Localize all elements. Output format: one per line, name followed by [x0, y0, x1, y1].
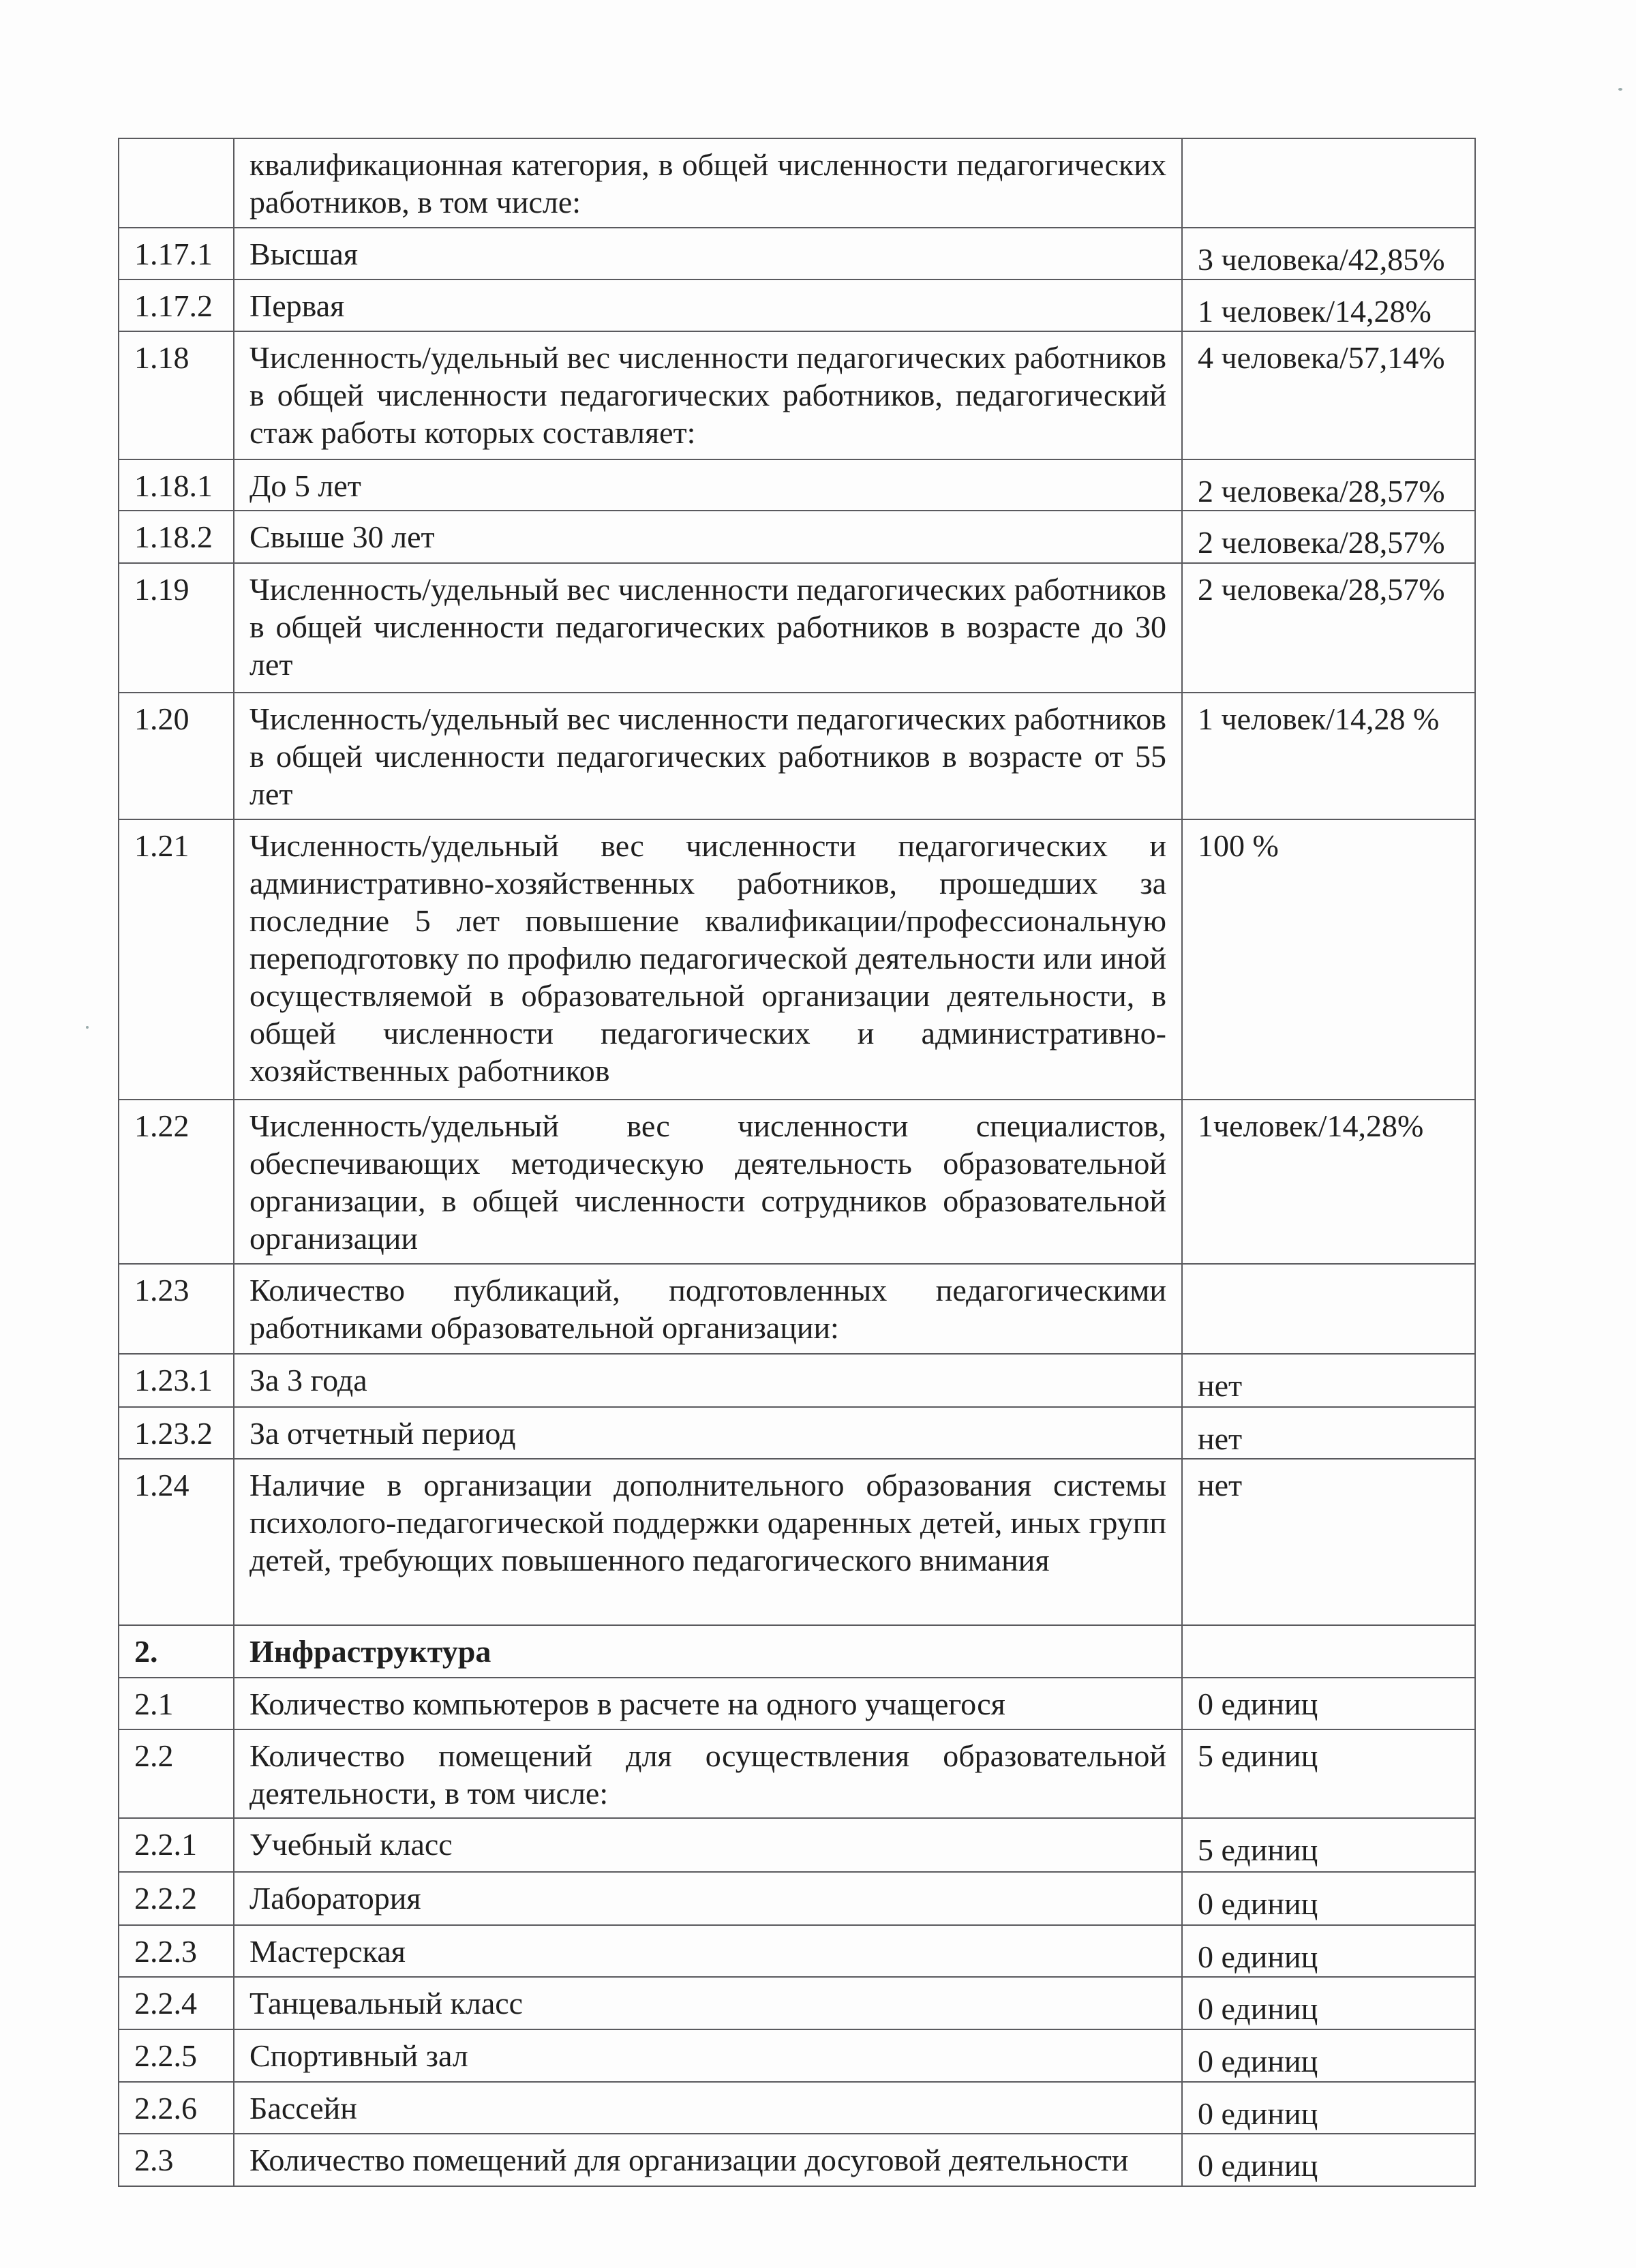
- row-number: 2.2.2: [119, 1872, 234, 1925]
- row-value: [1182, 138, 1475, 228]
- row-indicator-text: До 5 лет: [234, 459, 1182, 511]
- row-number: 1.18.1: [119, 459, 234, 511]
- table-row: [119, 1100, 1475, 1264]
- row-indicator-text: Высшая: [234, 228, 1182, 279]
- row-number: 1.19: [119, 563, 234, 693]
- row-value: 1человек/14,28%: [1182, 1100, 1475, 1264]
- row-value: нет: [1182, 1354, 1475, 1407]
- row-number: 2.2.4: [119, 1977, 234, 2029]
- row-value: 2 человека/28,57%: [1182, 511, 1475, 563]
- row-number: 2.: [119, 1625, 234, 1678]
- row-number: 1.17.2: [119, 279, 234, 331]
- row-indicator-text: Количество помещений для организации досуговой деятельности: [234, 2134, 1182, 2186]
- row-value: 0 единиц: [1182, 1872, 1475, 1925]
- row-number: 1.23.1: [119, 1354, 234, 1407]
- row-number: 1.21: [119, 819, 234, 1100]
- table-row: [119, 228, 1475, 279]
- row-number: 2.2.3: [119, 1925, 234, 1977]
- row-value: 5 единиц: [1182, 1818, 1475, 1872]
- row-indicator-text: Свыше 30 лет: [234, 511, 1182, 563]
- table-row: [119, 279, 1475, 331]
- row-indicator-text: Численность/удельный вес численности специалистов, обеспечивающих методическую деятельность образовательной организации, в общей численности сотрудников образовательной организации: [234, 1100, 1182, 1264]
- row-number: 2.3: [119, 2134, 234, 2186]
- row-indicator-text: Численность/удельный вес численности педагогических работников в общей численности педагогических работников в возрасте от 55 лет: [234, 693, 1182, 819]
- table-row: [119, 511, 1475, 563]
- row-number: 2.1: [119, 1678, 234, 1729]
- row-number: 1.22: [119, 1100, 234, 1264]
- row-indicator-text: Количество публикаций, подготовленных педагогическими работниками образовательной организации:: [234, 1264, 1182, 1354]
- table-row: [119, 331, 1475, 459]
- row-number: 2.2.5: [119, 2029, 234, 2082]
- scan-speck: [86, 1026, 89, 1029]
- row-indicator-text: За отчетный период: [234, 1407, 1182, 1459]
- table-row: [119, 1925, 1475, 1977]
- row-value: нет: [1182, 1407, 1475, 1459]
- table-row: [119, 2134, 1475, 2186]
- row-indicator-text: Инфраструктура: [234, 1625, 1182, 1678]
- row-indicator-text: За 3 года: [234, 1354, 1182, 1407]
- row-value: нет: [1182, 1459, 1475, 1625]
- indicators-table: [118, 138, 1476, 2187]
- row-number: 2.2.1: [119, 1818, 234, 1872]
- table-row: [119, 1678, 1475, 1729]
- row-number: 1.18.2: [119, 511, 234, 563]
- row-number: 1.23.2: [119, 1407, 234, 1459]
- row-value: 2 человека/28,57%: [1182, 563, 1475, 693]
- row-number: 1.20: [119, 693, 234, 819]
- row-value: 4 человека/57,14%: [1182, 331, 1475, 459]
- row-value: 2 человека/28,57%: [1182, 459, 1475, 511]
- table-row: [119, 2029, 1475, 2082]
- row-indicator-text: Первая: [234, 279, 1182, 331]
- table-row: [119, 1977, 1475, 2029]
- table-row: [119, 1407, 1475, 1459]
- row-value: 1 человек/14,28%: [1182, 279, 1475, 331]
- row-indicator-text: Учебный класс: [234, 1818, 1182, 1872]
- row-number: [119, 138, 234, 228]
- row-number: 2.2.6: [119, 2082, 234, 2134]
- table-row: [119, 459, 1475, 511]
- table-row: [119, 138, 1475, 228]
- row-value: 0 единиц: [1182, 2082, 1475, 2134]
- table-row: [119, 1872, 1475, 1925]
- row-indicator-text: Спортивный зал: [234, 2029, 1182, 2082]
- table-row: [119, 1729, 1475, 1818]
- scan-speck: [1618, 88, 1622, 91]
- row-indicator-text: Мастерская: [234, 1925, 1182, 1977]
- row-value: [1182, 1264, 1475, 1354]
- row-value: [1182, 1625, 1475, 1678]
- row-number: 2.2: [119, 1729, 234, 1818]
- table-row: [119, 1264, 1475, 1354]
- row-indicator-text: Численность/удельный вес численности педагогических работников в общей численности педагогических работников в возрасте до 30 лет: [234, 563, 1182, 693]
- row-value: 0 единиц: [1182, 2029, 1475, 2082]
- row-value: 1 человек/14,28 %: [1182, 693, 1475, 819]
- table-row: [119, 1625, 1475, 1678]
- row-number: 1.18: [119, 331, 234, 459]
- table-row: [119, 819, 1475, 1100]
- table-row: [119, 1818, 1475, 1872]
- row-value: 0 единиц: [1182, 1977, 1475, 2029]
- row-number: 1.17.1: [119, 228, 234, 279]
- table-row: [119, 2082, 1475, 2134]
- row-indicator-text: Численность/удельный вес численности педагогических и административно-хозяйственных работников, прошедших за последние 5 лет повышение квалификации/профессиональную переподготовку по профилю педагогической деятельности или иной осуществляемой в образовательной организации деятельности, в общей численности педагогических и административно-хозяйственных работников: [234, 819, 1182, 1100]
- row-value: 0 единиц: [1182, 1678, 1475, 1729]
- table-row: [119, 1354, 1475, 1407]
- row-indicator-text: Наличие в организации дополнительного образования системы психолого-педагогической поддержки одаренных детей, иных групп детей, требующих повышенного педагогического внимания: [234, 1459, 1182, 1625]
- row-value: 100 %: [1182, 819, 1475, 1100]
- table-row: [119, 563, 1475, 693]
- row-indicator-text: Танцевальный класс: [234, 1977, 1182, 2029]
- table-row: [119, 693, 1475, 819]
- row-indicator-text: Лаборатория: [234, 1872, 1182, 1925]
- row-value: 5 единиц: [1182, 1729, 1475, 1818]
- table-row: [119, 1459, 1475, 1625]
- row-indicator-text: Численность/удельный вес численности педагогических работников в общей численности педагогических работников, педагогический стаж работы которых составляет:: [234, 331, 1182, 459]
- row-indicator-text: Количество помещений для осуществления образовательной деятельности, в том числе:: [234, 1729, 1182, 1818]
- row-indicator-text: квалификационная категория, в общей численности педагогических работников, в том числе:: [234, 138, 1182, 228]
- indicators-table-body: [119, 138, 1475, 2186]
- row-value: 0 единиц: [1182, 2134, 1475, 2186]
- row-number: 1.24: [119, 1459, 234, 1625]
- row-indicator-text: Количество компьютеров в расчете на одного учащегося: [234, 1678, 1182, 1729]
- row-value: 3 человека/42,85%: [1182, 228, 1475, 279]
- row-indicator-text: Бассейн: [234, 2082, 1182, 2134]
- row-number: 1.23: [119, 1264, 234, 1354]
- row-value: 0 единиц: [1182, 1925, 1475, 1977]
